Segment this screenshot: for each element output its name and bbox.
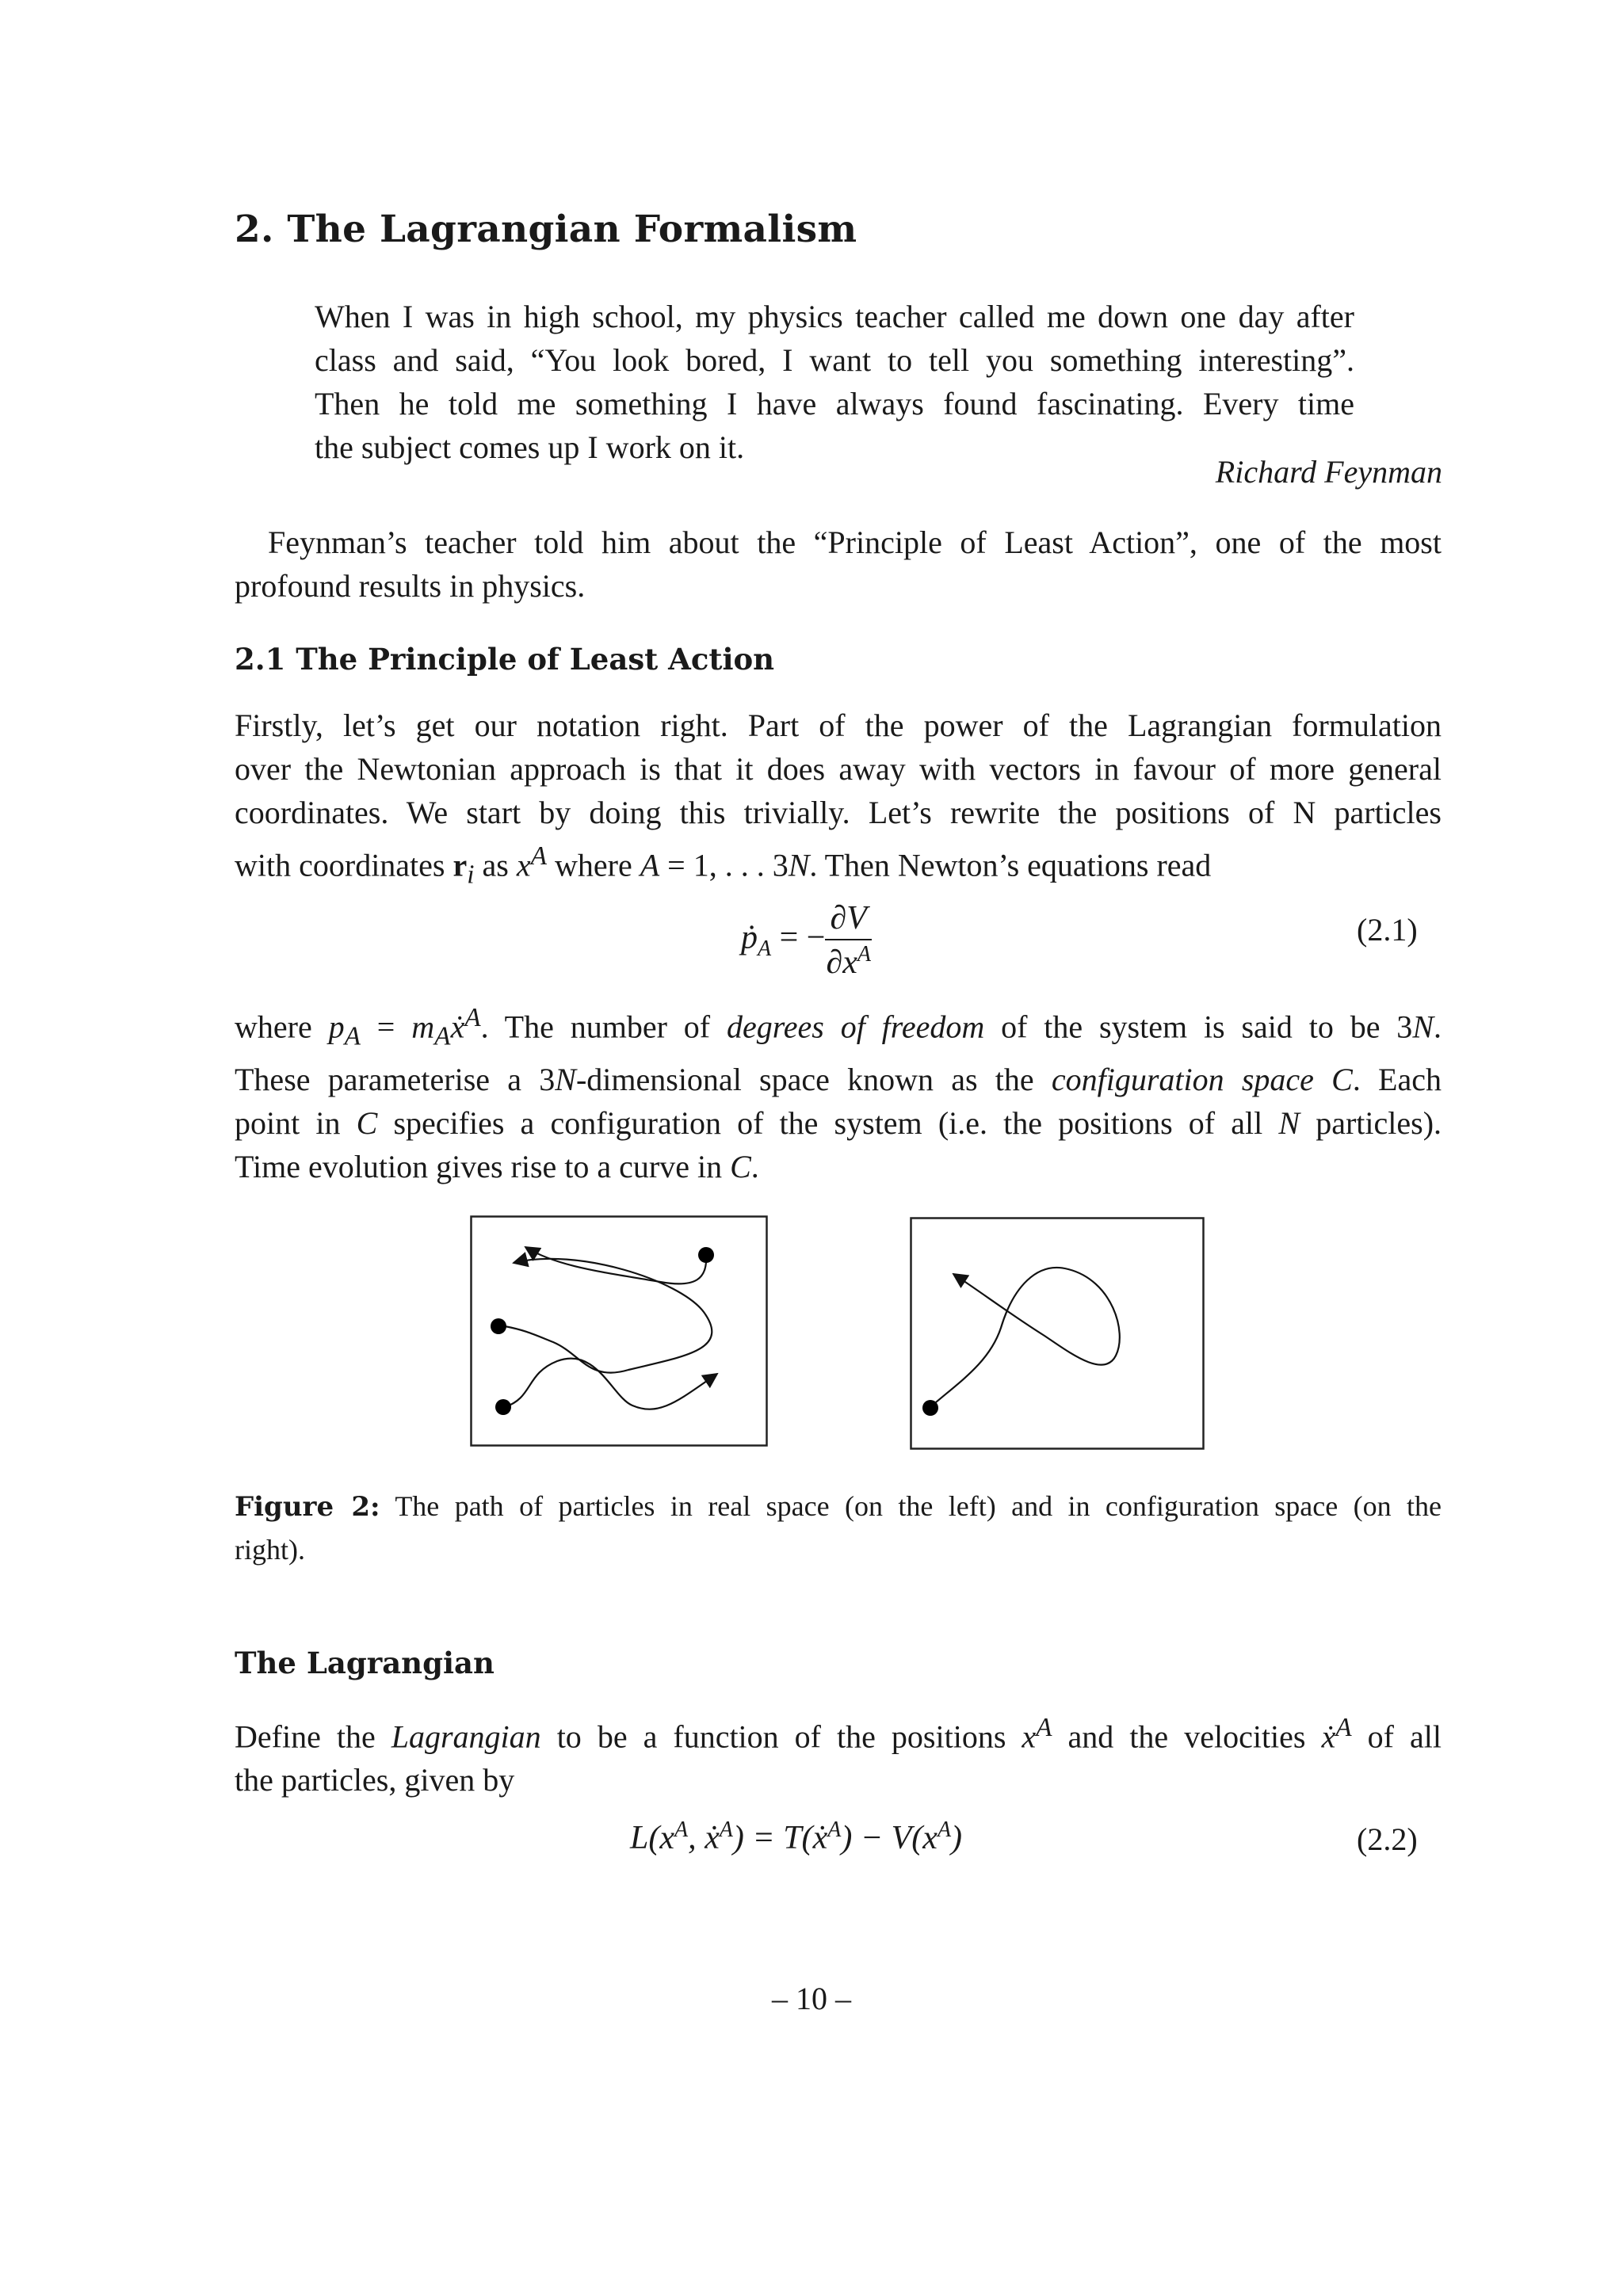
- dof-line-3: [235, 1101, 1442, 1145]
- eq1-fraction: [825, 899, 871, 982]
- m: p: [328, 1009, 345, 1045]
- t: . Each: [1352, 1062, 1442, 1098]
- r-vector: r: [453, 847, 468, 883]
- notation-line-4: [235, 834, 1442, 896]
- a-index: A: [530, 841, 547, 871]
- equation-number-2-1: (2.1): [1357, 912, 1418, 948]
- epigraph-line-4: the subject comes up I work on it.: [315, 429, 745, 465]
- eq2-d: ) − V(x: [841, 1820, 938, 1856]
- lagrangian-line-1: [235, 1706, 1442, 1758]
- subsection-title-2-1: 2.1 The Principle of Least Action: [235, 642, 775, 677]
- t: specifies a configuration of the system (i.e. the positions of all: [377, 1105, 1279, 1142]
- t: These parameterise a 3: [235, 1062, 556, 1098]
- eq2-sup2: A: [719, 1817, 733, 1842]
- t: Define the: [235, 1718, 391, 1755]
- lagrangian-paragraph: [235, 1706, 1442, 1802]
- a-var: A: [640, 847, 660, 883]
- eq1-lhs-sub: A: [758, 936, 772, 962]
- eq2-sup1: A: [674, 1817, 689, 1842]
- notation-line-3: coordinates. We start by doing this trivially. Let’s rewrite the positions of N particles: [235, 795, 1442, 830]
- intro-paragraph: [235, 521, 1442, 608]
- caption-text-1: The path of particles in real space (on the left) and in configuration space (on the: [380, 1490, 1442, 1522]
- t: Time evolution gives rise to a curve in: [235, 1149, 731, 1185]
- eq1-numerator: ∂V: [825, 899, 871, 940]
- figure-frame-right: [911, 1219, 1204, 1449]
- eq1-den-d: ∂x: [826, 944, 857, 981]
- notation-line-2: over the Newtonian approach is that it does away with vectors in favour of more general: [235, 751, 1442, 787]
- eq2-sup3: A: [827, 1817, 842, 1842]
- emph: configuration space C: [1051, 1062, 1353, 1098]
- epigraph-author: [1109, 450, 1442, 494]
- equation-number-2-2: (2.2): [1357, 1821, 1418, 1857]
- m: A: [1335, 1713, 1352, 1742]
- t: of all: [1351, 1718, 1442, 1755]
- eq1-eq: = −: [779, 919, 826, 956]
- epigraph-line-2: class and said, “You look bored, I want to tell you something interesting”.: [315, 342, 1354, 378]
- figure-frame-left: [472, 1217, 767, 1446]
- degrees-of-freedom-paragraph: [235, 996, 1442, 1188]
- caption-line-2: right).: [235, 1534, 305, 1566]
- dof-line-2: [235, 1058, 1442, 1101]
- subsection-title-lagrangian: The Lagrangian: [235, 1646, 495, 1680]
- t: where: [235, 1009, 329, 1045]
- eq2-c: ) = T(ẋ: [732, 1820, 828, 1856]
- t: = 1, . . . 3: [659, 847, 789, 883]
- n-var: N: [788, 847, 810, 883]
- m: C: [730, 1149, 751, 1185]
- t: of the system is said to be 3: [984, 1009, 1413, 1045]
- t: .: [1434, 1009, 1442, 1045]
- i-index: i: [467, 860, 475, 890]
- notation-paragraph: [235, 704, 1442, 896]
- m: m: [411, 1009, 435, 1045]
- figure-caption: [235, 1485, 1442, 1571]
- emph: Lagrangian: [391, 1718, 541, 1755]
- t: particles).: [1300, 1105, 1442, 1142]
- x-var: x: [516, 847, 531, 883]
- particle-path-3: [505, 1359, 717, 1409]
- t: . Then Newton’s equations read: [809, 847, 1212, 883]
- t: point in: [235, 1105, 357, 1142]
- eq2-sup4: A: [937, 1817, 952, 1842]
- t: to be a function of the positions: [540, 1718, 1022, 1755]
- figure-real-space: [470, 1215, 768, 1447]
- t: where: [546, 847, 640, 883]
- particle-start-1: [698, 1247, 714, 1263]
- emph: degrees of freedom: [726, 1009, 985, 1045]
- dof-line-1: [235, 996, 1442, 1058]
- epigraph-author-text: Richard Feynman: [1215, 454, 1442, 490]
- m: ẋ: [450, 1009, 465, 1045]
- t: -dimensional space known as the: [575, 1062, 1052, 1098]
- figure-configuration-space: [910, 1217, 1205, 1450]
- configuration-start-point: [922, 1400, 938, 1416]
- particle-start-2: [491, 1318, 506, 1334]
- eq1-den-sup: A: [857, 942, 871, 967]
- t: and the velocities: [1052, 1718, 1322, 1755]
- m: x: [1022, 1718, 1037, 1755]
- eq2-a: L(x: [630, 1820, 674, 1856]
- epigraph-line-1: When I was in high school, my physics teacher called me down one day after: [315, 299, 1354, 334]
- epigraph: [315, 295, 1354, 469]
- t: =: [360, 1009, 412, 1045]
- section-title: 2. The Lagrangian Formalism: [235, 208, 857, 251]
- m: A: [434, 1021, 451, 1051]
- m: A: [344, 1021, 361, 1051]
- t: .: [750, 1149, 759, 1185]
- caption-line-1: [235, 1485, 1442, 1528]
- configuration-curve: [930, 1268, 1120, 1407]
- intro-line-2: profound results in physics.: [235, 568, 586, 604]
- figure-label: Figure 2:: [235, 1491, 380, 1523]
- m: A: [464, 1003, 481, 1032]
- eq2-e: ): [951, 1820, 963, 1856]
- lagrangian-line-2: the particles, given by: [235, 1762, 515, 1798]
- page-number: – 10 –: [772, 1981, 851, 2016]
- eq1-lhs: ṗ: [741, 919, 758, 956]
- particle-start-3: [495, 1399, 511, 1415]
- epigraph-line-3: Then he told me something I have always found fascinating. Every time: [315, 386, 1354, 421]
- m: N: [555, 1062, 576, 1098]
- equation-2-2: [630, 1817, 962, 1857]
- t: as: [474, 847, 517, 883]
- particle-path-1: [525, 1247, 706, 1283]
- equation-2-1: [741, 899, 872, 982]
- m: A: [1036, 1713, 1052, 1742]
- eq1-denominator: [825, 940, 871, 982]
- eq2-b: , ẋ: [688, 1820, 720, 1856]
- dof-line-4: [235, 1145, 1442, 1188]
- t: . The number of: [480, 1009, 727, 1045]
- m: N: [1278, 1105, 1300, 1142]
- t: with coordinates: [235, 847, 453, 883]
- particle-path-2: [505, 1259, 712, 1373]
- m: ẋ: [1321, 1718, 1336, 1755]
- intro-line-1: Feynman’s teacher told him about the “Principle of Least Action”, one of the most: [268, 524, 1442, 560]
- notation-line-1: Firstly, let’s get our notation right. Part of the power of the Lagrangian formulation: [235, 707, 1442, 743]
- m: N: [1412, 1009, 1434, 1045]
- m: C: [356, 1105, 378, 1142]
